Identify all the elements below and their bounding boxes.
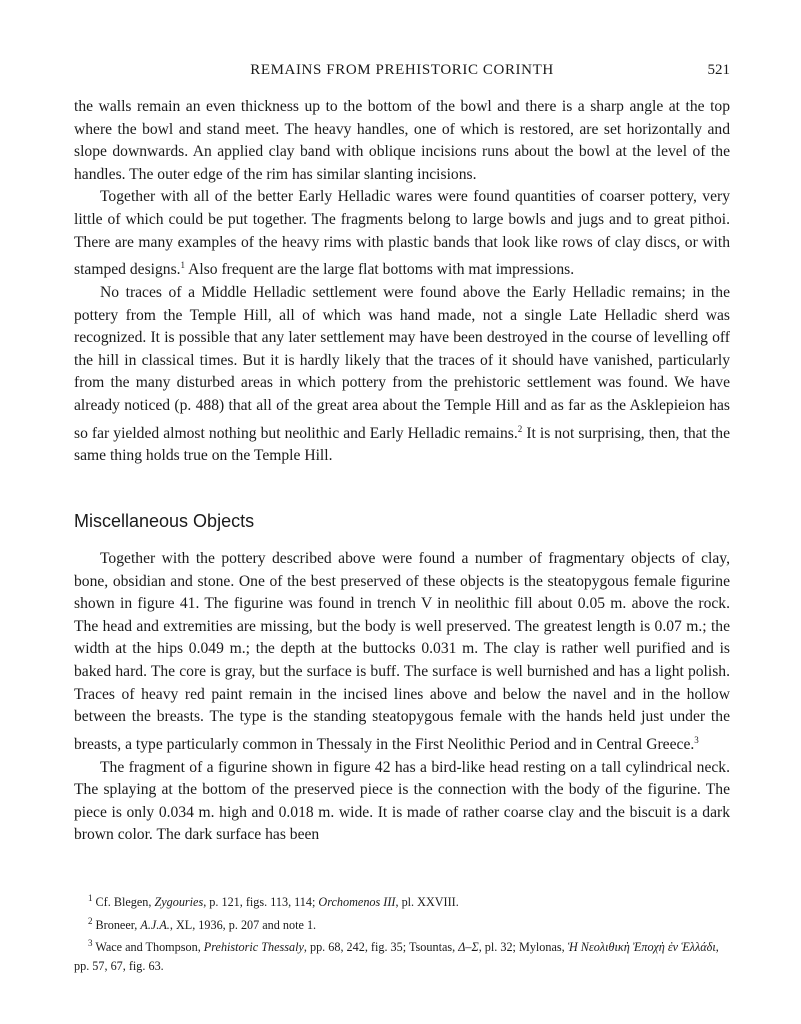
footnotes — [74, 889, 730, 975]
footnote-ref: 2 — [517, 423, 523, 434]
footnote-1: $^1$ Cf. Blegen, Zygouries, p. 121, figs. 113, 114; Orchomenos III, pl. XXVIII. — [88, 893, 459, 910]
body-text — [74, 96, 730, 468]
paragraph-2: Together with all of the better Early Helladic wares were found quantities of coarser pottery, very little of which could be put together. The fragments belong to large bowls and jugs and to great pithoi. There are many examples of the heavy rims with plastic bands that look like rows of clay discs, or with stamped designs.$^1$ Also frequent are the large flat bottoms with mat impressions. — [74, 188, 730, 279]
page-number: 521 — [707, 62, 730, 78]
footnote-2: $^2$ Broneer, A.J.A., XL, 1936, p. 207 and note 1. — [88, 915, 317, 932]
paragraph-5: The fragment of a figurine shown in figure 42 has a bird-like head resting on a tall cylindrical neck. The splaying at the bottom of the preserved piece is the connection with the body of the figurine. The piece is only 0.034 m. high and 0.018 m. wide. It is made of rather coarse clay and the biscuit is a dark brown color. The dark surface has been — [74, 758, 730, 844]
paragraph-3: No traces of a Middle Helladic settlement were found above the Early Helladic remains; in the pottery from the Temple Hill, all of which was hand made, not a single Late Helladic sherd was recognized. It is possible that any later settlement may have been destroyed in the course of levelling off the hill in classical times. But it is hardly likely that the traces of it should have vanished, particularly from the many disturbed areas in which pottery from the prehistoric settlement was found. We have already noticed (p. 488) that all of the great area about the Temple Hill and as far as the Asklepieion has so far yielded almost nothing but neolithic and Early Helladic remains.$^2$ It is not surprising, then, that the same thing holds true on the Temple Hill. — [74, 283, 730, 465]
footnote-ref: 3 — [694, 734, 699, 745]
paragraph-4: Together with the pottery described above were found a number of fragmentary objects of clay, bone, obsidian and stone. One of the best preserved of these objects is the steatopygous female figurine shown in figure 41. The figurine was found in trench V in neolithic fill about 0.05 m. above the rock. The head and extremities are missing, but the body is well preserved. The greatest length is 0.07 m.; the width at the hips 0.049 m.; the depth at the buttocks 0.031 m. The clay is rather well purified and is baked hard. The core is gray, but the surface is buff. The surface is well burnished and has a light polish. Traces of heavy red paint remain in the incised lines above and below the navel and in the hollow between the breasts. The type is the standing steatopygous female with the hands held just under the breasts, a type particularly common in Thessaly in the First Neolithic Period and in Central Greece.$^3$ — [74, 550, 730, 753]
section-heading: Miscellaneous Objects — [74, 511, 255, 531]
footnote-3: $^3$ Wace and Thompson, Prehistoric Thessaly, pp. 68, 242, fig. 35; Tsountas, Δ–Σ, pl. 32; Mylonas, Ἡ Νεολιθικὴ Ἐποχὴ ἐν Ἑλλάδι, pp. 57, 67, fig. 63. — [74, 938, 719, 973]
running-title: REMAINS FROM PREHISTORIC CORINTH — [250, 62, 554, 78]
paragraph-1: the walls remain an even thickness up to the bottom of the bowl and there is a sharp angle at the top where the bowl and stand meet. The heavy handles, one of which is restored, are set horizontally and slope downwards. An applied clay band with oblique incisions runs about the bowl at the level of the handles. The outer edge of the rim has similar slanting incisions. — [74, 98, 730, 183]
page-header — [74, 62, 730, 84]
footnote-ref: 1 — [180, 260, 186, 271]
section-body — [74, 548, 730, 847]
